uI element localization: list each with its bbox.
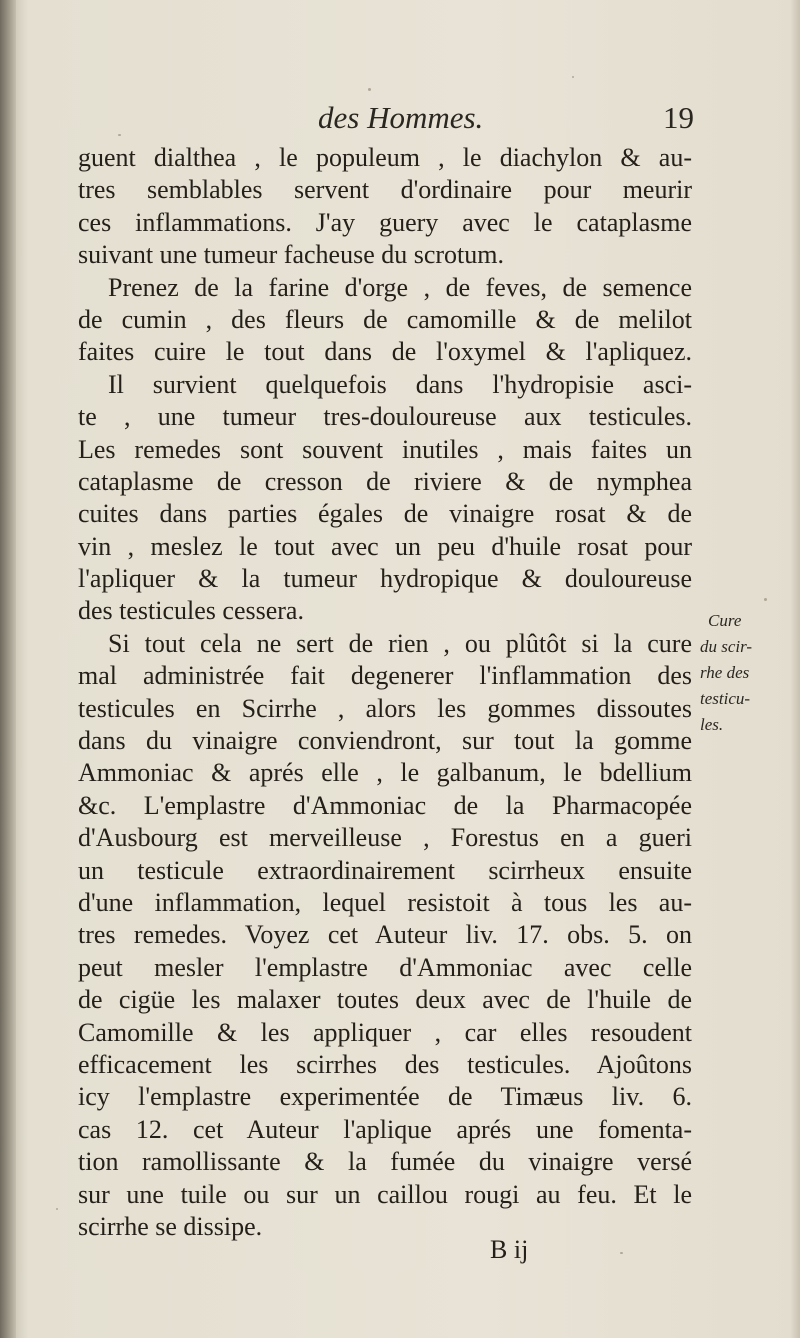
text-line: de cumin , des fleurs de camomille & de melilot [78, 304, 692, 334]
text-line: cataplasme de cresson de riviere & de nymphea [78, 466, 692, 496]
paper-speck [368, 88, 371, 91]
margin-note-line: Cure [708, 611, 742, 630]
text-line: ces inflammations. J'ay guery avec le cataplasme [78, 207, 692, 237]
text-line: tres remedes. Voyez cet Auteur liv. 17. obs. 5. on [78, 920, 692, 950]
text-line: efficacement les scirrhes des testicules. Ajoûtons [78, 1049, 692, 1079]
text-line: Si tout cela ne sert de rien , ou plûtôt si la cure [108, 628, 692, 658]
text-line: peut mesler l'emplastre d'Ammoniac avec celle [78, 952, 692, 982]
text-line: scirrhe se dissipe. [78, 1211, 263, 1241]
paper-speck [764, 598, 767, 601]
text-line: icy l'emplastre experimentée de Timæus liv. 6. [78, 1082, 692, 1112]
text-line: testicules en Scirrhe , alors les gommes dissoutes [78, 693, 692, 723]
body-text [78, 142, 692, 1243]
text-line: vin , meslez le tout avec un peu d'huile rosat pour [78, 531, 692, 561]
signature-mark: B ij [490, 1235, 529, 1264]
text-line: l'apliquer & la tumeur hydropique & douloureuse [78, 564, 692, 594]
text-line: tion ramollissante & la fumée du vinaigre versé [78, 1147, 692, 1177]
text-line: Il survient quelquefois dans l'hydropisie asci- [108, 369, 692, 399]
page-number: 19 [663, 100, 694, 135]
text-line: guent dialthea , le populeum , le diachylon & au- [78, 143, 692, 172]
margin-note-line: du scir- [700, 637, 753, 656]
running-head-title: des Hommes. [318, 100, 484, 135]
text-line: Les remedes sont souvent inutiles , mais faites un [78, 434, 692, 464]
text-line: Ammoniac & aprés elle , le galbanum, le bdellium [78, 758, 692, 788]
paper-speck [620, 1252, 623, 1254]
text-line: d'Ausbourg est merveilleuse , Forestus en a gueri [78, 823, 692, 853]
paper-speck [572, 76, 574, 78]
text-line: suivant une tumeur facheuse du scrotum. [78, 240, 504, 270]
running-head [80, 100, 694, 144]
text-line: cas 12. cet Auteur l'aplique aprés une fomenta- [78, 1114, 692, 1144]
text-line: tres semblables servent d'ordinaire pour meurir [78, 175, 692, 205]
text-line: &c. L'emplastre d'Ammoniac de la Pharmacopée [78, 790, 692, 820]
paper-speck [118, 134, 121, 136]
margin-note-line: les. [700, 715, 724, 734]
text-line: sur une tuile ou sur un caillou rougi au feu. Et le [78, 1179, 692, 1209]
text-line: Prenez de la farine d'orge , de feves, de semence [108, 272, 692, 302]
text-line: cuites dans parties égales de vinaigre rosat & de [78, 499, 692, 529]
text-line: de cigüe les malaxer toutes deux avec de l'huile de [78, 985, 692, 1015]
page-binding-shadow [0, 0, 16, 1338]
text-line: te , une tumeur tres-douloureuse aux testicules. [78, 402, 692, 432]
paper-speck [56, 1208, 58, 1210]
margin-note-line: testicu- [700, 689, 751, 708]
margin-note [700, 608, 770, 738]
page-edge-shadow [790, 0, 800, 1338]
text-line: d'une inflammation, lequel resistoit à tous les au- [78, 887, 692, 917]
margin-note-line: rhe des [700, 663, 750, 682]
text-line: dans du vinaigre conviendront, sur tout la gomme [78, 726, 692, 756]
text-line: faites cuire le tout dans de l'oxymel & l'apliquez. [78, 337, 692, 367]
text-line: un testicule extraordinairement scirrheux ensuite [78, 855, 692, 885]
text-line: Camomille & les appliquer , car elles resoudent [78, 1017, 692, 1047]
text-line: des testicules cessera. [78, 596, 304, 626]
text-line: mal administrée fait degenerer l'inflammation des [78, 661, 692, 691]
